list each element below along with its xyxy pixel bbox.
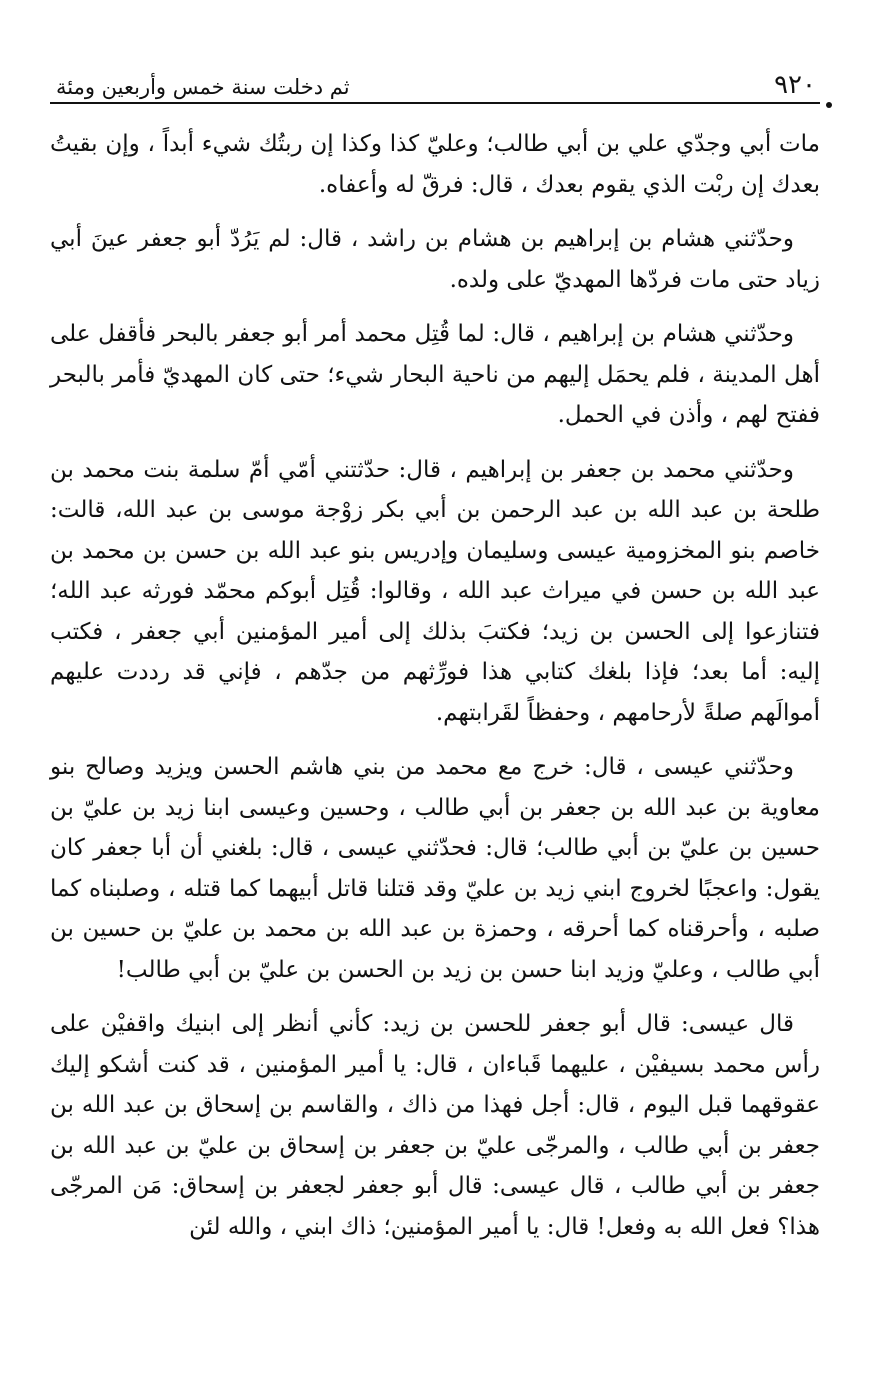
paragraph-4: وحدّثني محمد بن جعفر بن إبراهيم ، قال: حدّثتني أمّي أمّ سلمة بنت محمد بن طلحة بن عبد الله بن عبد الرحمن بن أبي بكر زوْجة موسى بن عبد الله، قالت: خاصم بنو المخزومية عيسى وسليمان وإدريس بنو عبد الله بن حسن بن محمد بن عبد الله بن حسن في ميراث عبد الله ، وقالوا: قُتِل أبوكم محمّد فورثه عبد الله؛ فتنازعوا إلى الحسن بن زيد؛ فكتبَ بذلك إلى أمير المؤمنين أبي جعفر ، فكتب إليه: أما بعد؛ فإذا بلغك كتابي هذا فورِّثهم من جدّهم ، فإني قد رددت عليهم أموالَهم صلةً لأرحامهم ، وحفظاً لقَرابتهم. — [50, 456, 820, 726]
header-ornament — [826, 102, 832, 108]
paragraph-6: قال عيسى: قال أبو جعفر للحسن بن زيد: كأني أنظر إلى ابنيك واقفيْن على رأس محمد بسيفيْن ، عليهما قَباءان ، قال: يا أمير المؤمنين ، قد كنت أشكو إليك عقوقهما قبل اليوم ، قال: أجل فهذا من ذاك ، والقاسم بن إسحاق بن عبد الله بن جعفر بن أبي طالب ، والمرجّى عليّ بن جعفر بن إسحاق بن عليّ بن عبد الله بن جعفر بن أبي طالب ، قال عيسى: قال أبو جعفر لجعفر بن إسحاق: مَن المرجّى هذا؟ فعل الله به وفعل! قال: يا أمير المؤمنين؛ ذاك ابني ، والله لئن — [50, 1011, 821, 1240]
running-header-title: ثم دخلت سنة خمس وأربعين ومئة — [56, 75, 350, 99]
paragraph-3: وحدّثني هشام بن إبراهيم ، قال: لما قُتِل محمد أمر أبو جعفر بالبحر فأقفل على أهل المدينة ، فلم يحمَل إليهم من ناحية البحار شيء؛ حتى كان المهديّ فأمر بالبحر ففتح لهم ، وأذن في الحمل. — [50, 321, 820, 428]
paragraph-5: وحدّثني عيسى ، قال: خرج مع محمد من بني هاشم الحسن ويزيد وصالح بنو معاوية بن عبد الله بن جعفر بن أبي طالب ، وحسين وعيسى ابنا زيد بن عليّ بن حسين بن عليّ بن أبي طالب؛ قال: فحدّثني عيسى ، قال: بلغني أن أبا جعفر كان يقول: واعجبًا لخروج ابني زيد بن عليّ وقد قتلنا قاتل أبيهما كما قتله ، وصلبناه كما صلبه ، وأحرقناه كما أحرقه ، وحمزة بن عبد الله بن محمد بن عليّ بن حسين بن أبي طالب ، وعليّ وزيد ابنا حسن بن زيد بن الحسن بن عليّ بن أبي طالب! — [50, 754, 821, 983]
book-page — [50, 62, 820, 1372]
paragraph-2: وحدّثني هشام بن إبراهيم بن هشام بن راشد ، قال: لم يَرُدّ أبو جعفر عينَ أبي زياد حتى مات فردّها المهديّ على ولده. — [50, 226, 820, 293]
paragraph-1: مات أبي وجدّي علي بن أبي طالب؛ وعليّ كذا وكذا إن ربتُك شيء أبداً ، وإن بقيتُ بعدك إن ربْت الذي يقوم بعدك ، قال: فرقّ له وأعفاه. — [50, 131, 820, 198]
body-text — [50, 124, 820, 1247]
page-number: ٩٢٠ — [774, 70, 816, 100]
running-header — [50, 62, 820, 104]
